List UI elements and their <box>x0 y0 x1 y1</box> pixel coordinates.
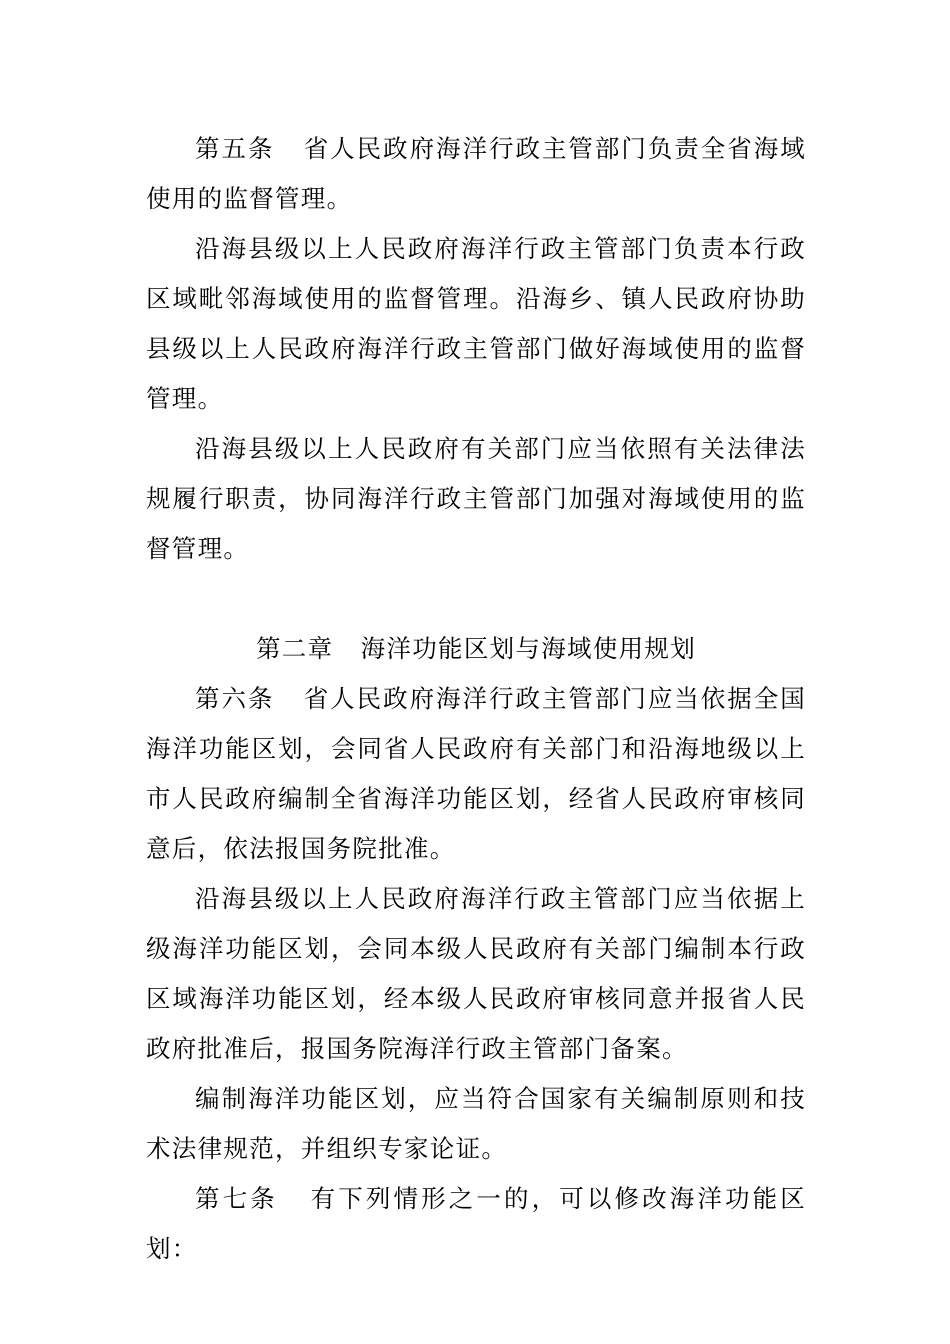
article-7-heading: 第七条 <box>195 1184 278 1213</box>
article-5-heading: 第五条 <box>195 134 275 163</box>
article-6-paragraph <box>146 674 806 874</box>
article-7-paragraph <box>146 1174 806 1274</box>
article-6-text: 省人民政府海洋行政主管部门应当依据全国海洋功能区划，会同省人民政府有关部门和沿海地级以上市人民政府编制全省海洋功能区划，经省人民政府审核同意后，依法报国务院批准。 <box>146 684 806 863</box>
chapter-2-name: 海洋功能区划与海域使用规划 <box>360 634 697 663</box>
article-7-text: 有下列情形之一的，可以修改海洋功能区划： <box>146 1184 806 1263</box>
document-page <box>146 124 806 1274</box>
article-6-paragraph-3: 编制海洋功能区划，应当符合国家有关编制原则和技术法律规范，并组织专家论证。 <box>146 1084 806 1163</box>
chapter-2-title <box>146 624 806 674</box>
article-5-paragraph-2: 沿海县级以上人民政府海洋行政主管部门负责本行政区域毗邻海域使用的监督管理。沿海乡、镇人民政府协助县级以上人民政府海洋行政主管部门做好海域使用的监督管理。 <box>146 234 806 413</box>
article-6-heading: 第六条 <box>195 684 275 713</box>
article-5-text: 省人民政府海洋行政主管部门负责全省海域使用的监督管理。 <box>146 134 806 213</box>
article-5-paragraph-3: 沿海县级以上人民政府有关部门应当依照有关法律法规履行职责，协同海洋行政主管部门加强对海域使用的监督管理。 <box>146 434 806 563</box>
article-6-paragraph-2: 沿海县级以上人民政府海洋行政主管部门应当依据上级海洋功能区划，会同本级人民政府有关部门编制本行政区域海洋功能区划，经本级人民政府审核同意并报省人民政府批准后，报国务院海洋行政主管部门备案。 <box>146 884 806 1063</box>
chapter-2-heading: 第二章 <box>255 634 334 663</box>
article-5-paragraph <box>146 124 806 224</box>
